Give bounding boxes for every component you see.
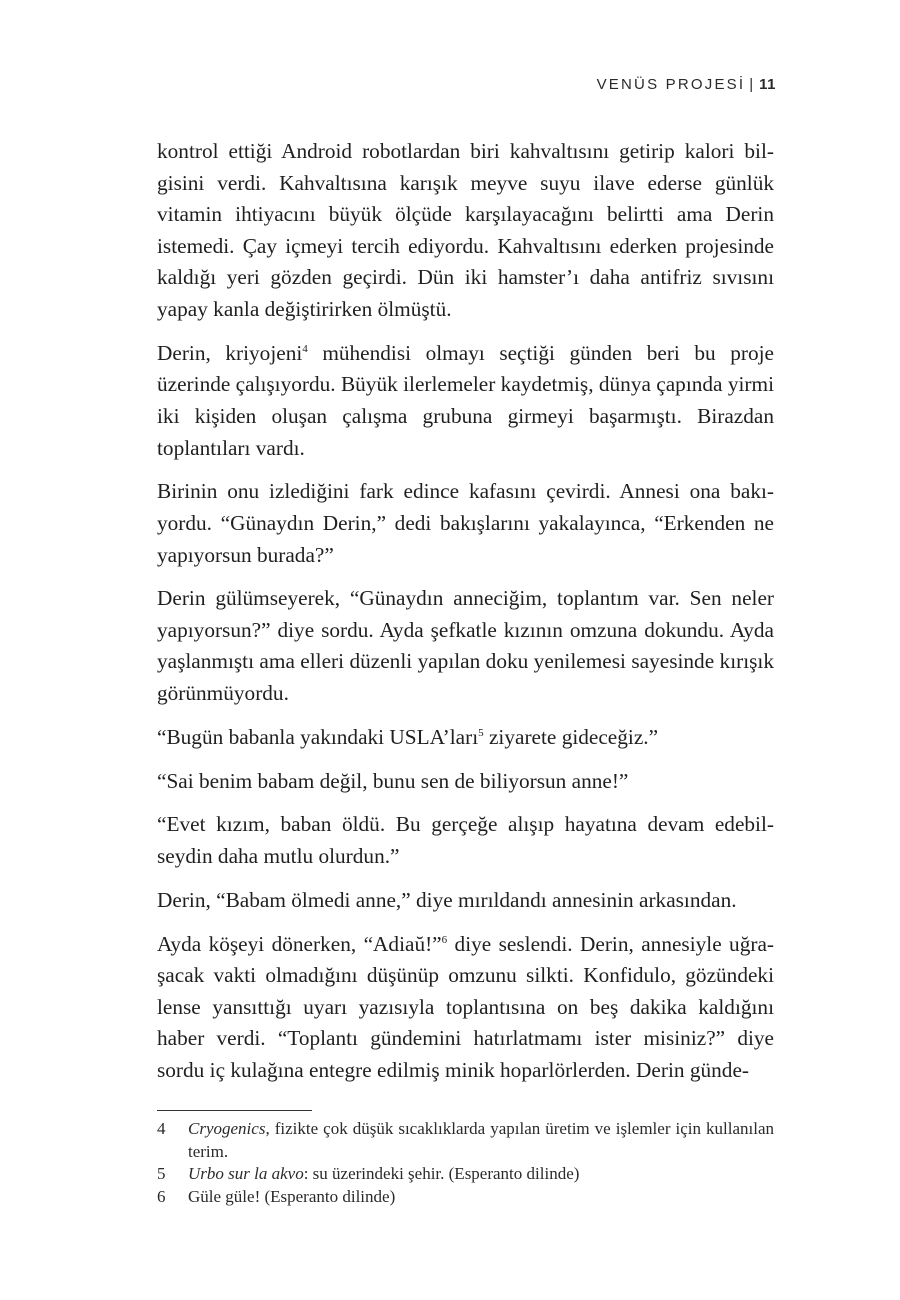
book-title: VENÜS PROJESİ [596, 76, 746, 93]
footnote-text [188, 1163, 774, 1186]
paragraph: Derin, “Babam ölmedi anne,” diye mırıldandı annesinin arkasından. [157, 887, 737, 912]
paragraph [157, 929, 774, 1087]
footnote-body: : su üzerindeki şehir. (Esperanto dilinde) [303, 1164, 580, 1183]
paragraph: “Evet kızım, baban öldü. Bu gerçeğe alışıp hayatına devam edebilseydin daha mutlu olurdun.” [157, 812, 774, 868]
footnote-body: Güle güle! (Esperanto dilinde) [188, 1186, 396, 1206]
footnote-number: 6 [157, 1186, 166, 1206]
paragraph-text: mühendisi olmayı seçtiği günden beri bu proje üzerinde çalışıyordu. Büyük ilerlemeler kaydetmiş, dünya çapında yirmi iki kişiden oluşan çalışma grubuna girmeyi başarmıştı. Birazdan toplantıları vardı. [157, 340, 774, 460]
footnote-number: 5 [157, 1164, 166, 1183]
paragraph [157, 338, 774, 464]
footnote-body: , fizikte çok düşük sıcaklıklarda yapılan üretim ve işlemler için kullanılan terim. [188, 1119, 774, 1161]
running-header [597, 76, 776, 93]
page-number: 11 [759, 76, 776, 93]
paragraph-text: “Bugün babanla yakındaki USLA’ları [157, 724, 479, 749]
paragraph: Derin gülümseyerek, “Günaydın anneciğim, toplantım var. Sen neler yapıyorsun?” diye sordu. Ayda şefkatle kızının omzuna dokundu. Ayda yaşlanmıştı ama elleri düzenli yapılan doku yenilemesi sayesinde kırışık görünmüyordu. [157, 586, 774, 706]
paragraph-text: Ayda köşeyi dönerken, “Adiaŭ!” [157, 931, 442, 956]
footnote-term: Urbo sur la akvo [188, 1164, 304, 1183]
paragraph: Birinin onu izlediğini fark edince kafasını çevirdi. Annesi ona bakıyordu. “Günaydın Derin,” dedi bakışlarını yakalayınca, “Erkenden ne yapıyorsun burada?” [157, 479, 774, 567]
footnote-term: Cryogenics [188, 1119, 266, 1138]
paragraph: kontrol ettiği Android robotlardan biri kahvaltısını getirip kalori bilgisini verdi. Kahvaltısına karışık meyve suyu ilave ederse günlük vitamin ihtiyacını büyük ölçüde karşılayacağını belirtti ama Derin istemedi. Çay içmeyi tercih ediyordu. Kahvaltısını ederken projesinde kaldığı yeri gözden geçirdi. Dün iki hamster’ı daha antifriz sıvısını yapay kanla değiştirirken ölmüştü. [157, 139, 774, 321]
body-text [157, 136, 774, 1099]
footnote [157, 1118, 774, 1163]
footnotes [157, 1118, 774, 1208]
paragraph-text: ziyarete gideceğiz.” [483, 724, 659, 749]
footnote-text [188, 1186, 774, 1209]
footnote-divider [157, 1110, 312, 1111]
paragraph: “Sai benim babam değil, bunu sen de biliyorsun anne!” [157, 768, 629, 793]
footnote-number: 4 [157, 1119, 166, 1138]
header-separator: | [749, 76, 754, 93]
footnote [157, 1186, 774, 1209]
paragraph-text: diye seslendi. Derin, annesiyle uğraşacak vakti olmadığını düşünüp omzunu silkti. Konfidulo, gözündeki lense yansıttığı uyarı yazısıyla toplantısına on beş dakika kaldığını haber verdi. “Toplantı gündemini hatırlatmamı ister misiniz?” diye sordu iç kulağına entegre edilmiş minik hoparlörlerden. Derin günde- [157, 931, 774, 1082]
paragraph-text: Derin, kriyojeni [157, 340, 303, 365]
paragraph [157, 722, 774, 754]
footnote-reference: 4 [302, 342, 308, 355]
footnote-text [188, 1118, 774, 1163]
footnote [157, 1163, 774, 1186]
footnote-reference: 6 [441, 933, 448, 946]
footnote-reference: 5 [478, 726, 484, 739]
